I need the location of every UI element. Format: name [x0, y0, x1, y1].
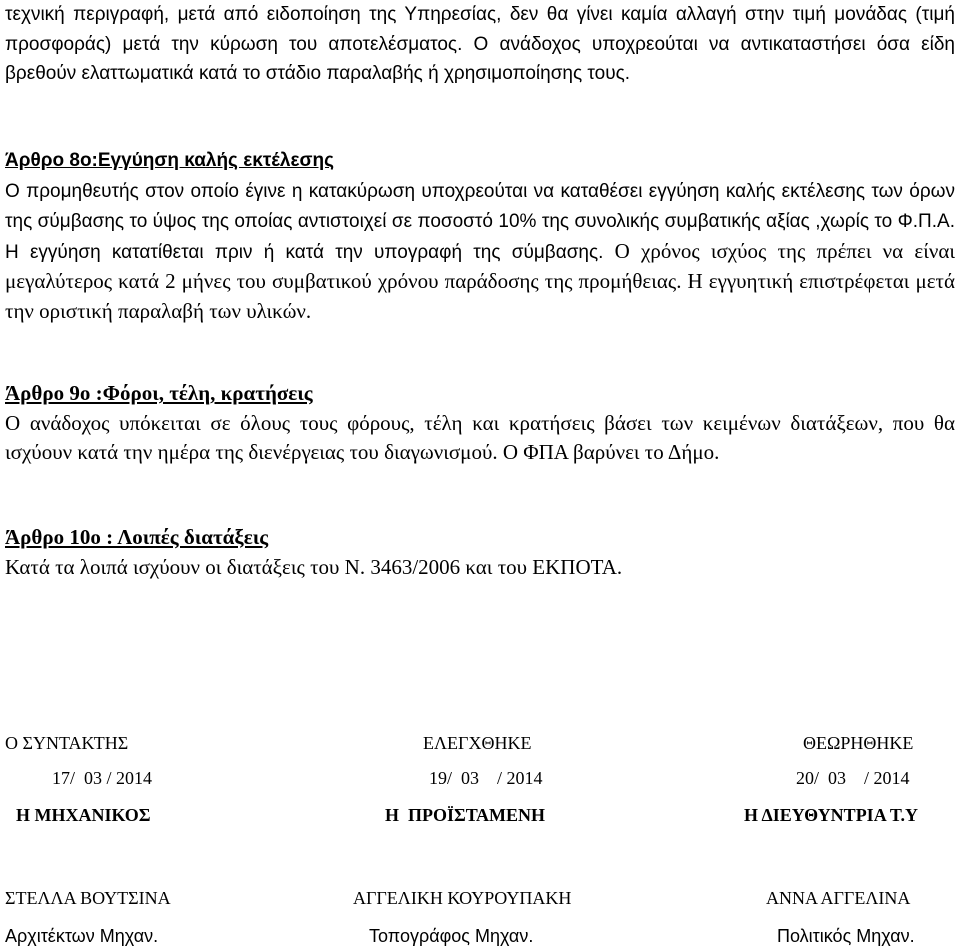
- signature-titles-row: [0, 805, 960, 829]
- name-checked: ΑΓΓΕΛΙΚΗ ΚΟΥΡΟΥΠΑΚΗ: [353, 888, 572, 908]
- role-author: Ο ΣΥΝΤΑΚΤΗΣ: [5, 733, 129, 753]
- intro-paragraph: τεχνική περιγραφή, μετά από ειδοποίηση της Υπηρεσίας, δεν θα γίνει καμία αλλαγή στην τιμή μονάδας (τιμή προσφοράς) μετά την κύρωση του αποτελέσματος. Ο ανάδοχος υποχρεούται να αντικαταστήσει όσα είδη βρεθούν ελαττωματικά κατά το στάδιο παραλαβής ή χρησιμοποίησης τους.: [5, 4, 955, 84]
- article-8-body-part2: Ο χρόνος ισχύος της πρέπει να είναι μεγαλύτερος κατά 2 μήνες του συμβατικού χρόνου παράδοσης της προμήθειας. Η εγγυητική επιστρέφεται μετά την οριστική παραλαβή των υλικών.: [5, 238, 956, 323]
- article-8: [5, 146, 955, 326]
- article-10: [5, 523, 955, 582]
- name-author: ΣΤΕΛΛΑ ΒΟΥΤΣΙΝΑ: [5, 888, 171, 908]
- article-9: [5, 379, 955, 468]
- name-approved: ΑΝΝΑ ΑΓΓΕΛΙΝΑ: [766, 888, 911, 908]
- article-8-body: [5, 176, 955, 327]
- article-9-heading: Άρθρο 9ο :Φόροι, τέλη, κρατήσεις: [5, 381, 313, 405]
- date-approved: 20/ 03 / 2014: [796, 768, 910, 788]
- date-checked: 19/ 03 / 2014: [429, 768, 543, 788]
- intro-section: [5, 0, 955, 89]
- date-author: 17/ 03 / 2014: [52, 768, 153, 788]
- article-8-heading: Άρθρο 8ο:Εγγύηση καλής εκτέλεσης: [5, 150, 334, 171]
- role-checked: ΕΛΕΓΧΘΗΚΕ: [423, 733, 532, 753]
- specialty-author: Αρχιτέκτων Μηχαν.: [5, 926, 159, 946]
- article-8-body-part1: Ο προμηθευτής στον οποίο έγινε η κατακύρωση υποχρεούται να καταθέσει εγγύηση καλής εκτέλεσης των όρων της σύμβασης το ύψος της οποίας αντιστοιχεί σε ποσοστό 10% της συνολικής συμβατικής αξίας ,χωρίς το Φ.Π.Α. Η εγγύηση κατατίθεται πριν ή κατά την υπογραφή της σύμβασης.: [5, 180, 955, 263]
- signature-names-row: [0, 888, 960, 912]
- role-approved: ΘΕΩΡΗΘΗΚΕ: [803, 733, 914, 753]
- article-10-heading: Άρθρο 10ο : Λοιπές διατάξεις: [5, 525, 269, 549]
- signature-roles-row: [0, 733, 960, 757]
- signature-dates-row: [0, 768, 960, 792]
- title-engineer: Η ΜΗΧΑΝΙΚΟΣ: [16, 805, 151, 825]
- specialty-approved: Πολιτικός Μηχαν.: [777, 926, 915, 946]
- specialty-checked: Τοπογράφος Μηχαν.: [369, 926, 534, 946]
- title-director: Η ΔΙΕΥΘΥΝΤΡΙΑ Τ.Υ: [744, 805, 919, 825]
- article-10-body: Κατά τα λοιπά ισχύουν οι διατάξεις του Ν. 3463/2006 και του ΕΚΠΟΤΑ.: [5, 554, 623, 579]
- signature-specialties-row: [0, 926, 960, 950]
- title-head: Η ΠΡΟΪΣΤΑΜΕΝΗ: [385, 805, 546, 825]
- article-9-body: Ο ανάδοχος υπόκειται σε όλους τους φόρους, τέλη και κρατήσεις βάσει των κειμένων διατάξεων, που θα ισχύουν κατά την ημέρα της διενέργειας του διαγωνισμού. Ο ΦΠΑ βαρύνει το Δήμο.: [5, 410, 955, 464]
